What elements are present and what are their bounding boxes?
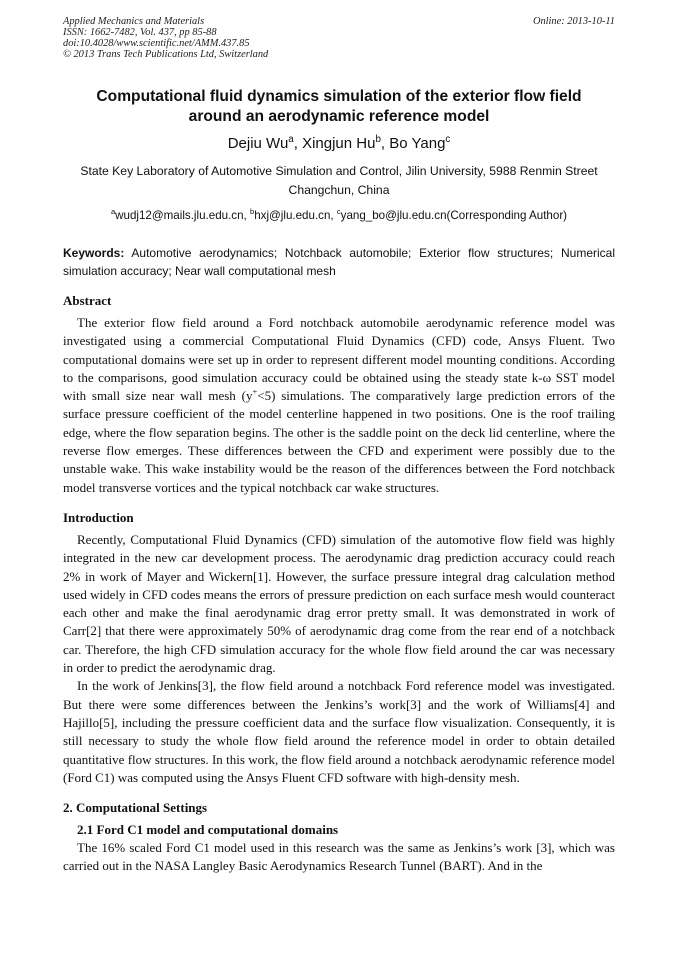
issn-line: ISSN: 1662-7482, Vol. 437, pp 85-88 xyxy=(63,27,217,38)
section-2-paragraph-1: The 16% scaled Ford C1 model used in this research was the same as Jenkins’s work [3], which was carried out in the NASA Langley Basic Aerodynamics Research Tunnel (BART). And in the xyxy=(63,840,615,874)
online-date: Online: 2013-10-11 xyxy=(532,16,615,27)
author-name: Bo Yang xyxy=(389,135,446,152)
author-name: Dejiu Wu xyxy=(227,135,289,152)
subsection-2-1-heading: 2.1 Ford C1 model and computational domains xyxy=(77,822,339,838)
intro-paragraph-2: In the work of Jenkins[3], the flow field around a notchback Ford reference model was investigated. But there were some differences between the Jenkins’s work[3] and the work of Williams[4] and Hajillo[5], including the pressure coefficient data and the surface flow visualization. Consequently, it is still necessary to study the whole flow field around the reference model in order to obtain detailed quantitative flow structures. In this work, the flow field around a notchback aerodynamic reference model (Ford C1) was computed using the Ansys Fluent CFD software with high-density mesh. xyxy=(63,678,615,785)
author-affil-mark: c xyxy=(445,134,451,145)
abstract-superscript: + xyxy=(252,386,258,397)
intro-paragraph-1: Recently, Computational Fluid Dynamics (CFD) simulation of the automotive flow field was highly integrated in the new car development process. The aerodynamic drag prediction accuracy could reach 2% in work of Mayer and Wickern[1]. However, the surface pressure integral drag calculation method used widely in CFD codes means the errors of pressure prediction on each surface mesh would counteract each other and make the final aerodynamic drag error pretty small. It was demonstrated in work of Carr[2] that there were approximately 50% of aerodynamic drag come from the rear end of a notchback car. Therefore, the high CFD simulation accuracy for the whole flow field around the car was necessary in order to predict the aerodynamic drag. xyxy=(63,531,615,676)
author-separator: , xyxy=(293,135,303,152)
email-mark: c xyxy=(336,207,341,217)
author-affil-mark: a xyxy=(288,134,294,145)
journal-name: Applied Mechanics and Materials xyxy=(63,16,205,27)
email-mark: b xyxy=(250,207,255,217)
author-name: Xingjun Hu xyxy=(302,135,376,152)
abstract-heading: Abstract xyxy=(63,293,112,308)
keywords-text: Automotive aerodynamics; Notchback automobile; Exterior flow structures; Numerical simulation accuracy; Near wall computational mesh xyxy=(63,246,615,278)
introduction-heading: Introduction xyxy=(63,509,134,525)
abstract-paragraph xyxy=(63,314,615,497)
email-line xyxy=(63,208,615,224)
abstract-text-2: <5) simulations. The comparatively large prediction errors of the surface pressure coefficient of the model centerline happened in two positions. One is the roof trailing edge, where the flow separation begins. The other is the saddle point on the deck lid centerline, where the reverse flow emerges. These differences between the CFD and experiment were possibly due to the unstable wake. This wake instability would be the reason of the differences between the Ford notchback model transverse vortices and the typical notchback car wake structures. xyxy=(63,388,616,495)
author-separator: , xyxy=(380,135,390,152)
doi-line: doi:10.4028/www.scientific.net/AMM.437.85 xyxy=(63,38,250,49)
title-line-1: Computational fluid dynamics simulation of the exterior flow field xyxy=(96,88,582,105)
email-mark: a xyxy=(110,207,116,217)
email-address: yang_bo@jlu.edu.cn(Corresponding Author) xyxy=(340,209,568,222)
keywords-label: Keywords: xyxy=(63,246,125,260)
email-address: hxj@jlu.edu.cn, xyxy=(254,209,337,222)
author-affil-mark: b xyxy=(375,134,381,145)
email-address: wudj12@mails.jlu.edu.cn, xyxy=(115,209,250,222)
abstract-text-1: The exterior flow field around a Ford notchback automobile aerodynamic reference model was investigated using a commercial Computational Fluid Dynamics (CFD) code, Ansys Fluent. Two computational domains were set up in order to represent different model mounting conditions. According to the comparisons, good simulation accuracy could be obtained using the steady state k-ω SST model with small size near wall mesh (y xyxy=(63,315,615,404)
section-2-heading: 2. Computational Settings xyxy=(63,800,208,816)
author-list xyxy=(63,134,615,154)
paper-title xyxy=(63,87,615,127)
header-row xyxy=(63,16,615,27)
keywords xyxy=(63,244,615,280)
title-line-2: around an aerodynamic reference model xyxy=(188,108,490,125)
affiliation: State Key Laboratory of Automotive Simulation and Control, Jilin University, 5988 Renmin Street Changchun, China xyxy=(80,164,598,197)
copyright-line: © 2013 Trans Tech Publications Ltd, Switzerland xyxy=(63,49,269,60)
